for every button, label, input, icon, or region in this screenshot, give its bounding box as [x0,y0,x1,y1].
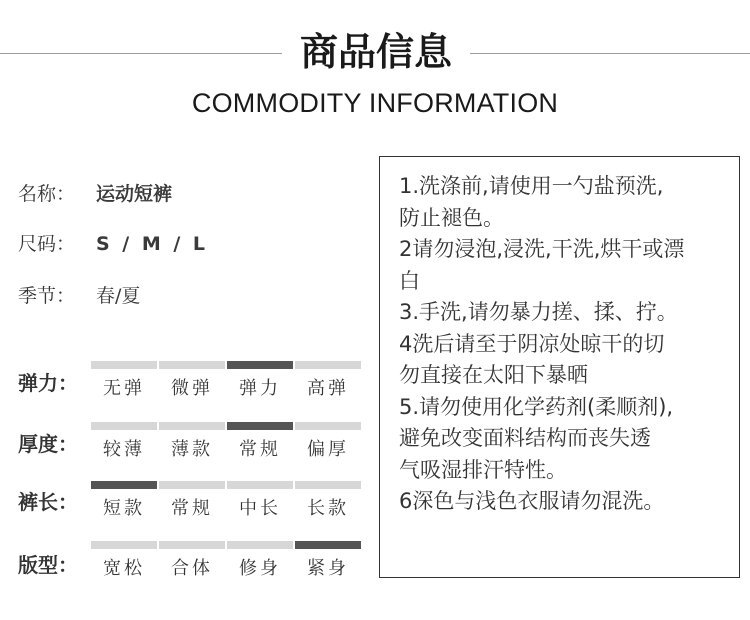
info-value: 春/夏 [96,285,141,307]
scale-bar [295,481,361,489]
page-title-en: COMMODITY INFORMATION [191,88,559,118]
info-value: 运动短裤 [96,183,173,205]
scale-option-label: 较薄 [103,439,145,460]
scale-option [295,422,361,462]
scale-bar [159,361,225,369]
scale-option-label: 高弹 [307,378,349,399]
care-line: 6深色与浅色衣服请勿混洗。 [399,489,665,513]
scale-bar [295,422,361,430]
scale-option-label: 弹力 [239,378,281,399]
scale-option-label: 紧身 [307,558,349,579]
care-line: 避免改变面料结构而丧失透 [399,426,651,450]
scale-option [227,541,293,581]
header-rule-left [0,53,282,54]
care-line: 3.手洗,请勿暴力搓、揉、拧。 [399,300,678,324]
scale-option [227,481,293,521]
scale-bar [91,422,157,430]
care-line: 1.洗涤前,请使用一勺盐预洗, [399,174,664,198]
scale-option [91,481,157,521]
scale-bar [227,361,293,369]
scale-option [91,422,157,462]
scale-length [91,481,361,541]
scale-option [227,422,293,462]
care-line: 勿直接在太阳下暴晒 [399,363,588,387]
scale-option [159,361,225,401]
scale-bar [227,422,293,430]
scale-option [227,361,293,401]
scale-thickness [91,422,361,482]
care-line: 气吸湿排汗特性。 [399,457,567,482]
scale-option [91,361,157,401]
scale-option [159,422,225,462]
info-label: 名称： [18,183,76,205]
scale-bar [295,361,361,369]
scale-option-label: 修身 [239,558,281,579]
scale-option-label: 合体 [171,558,213,579]
scale-option-label: 常规 [239,439,281,460]
scale-option [295,541,361,581]
info-value: S / M / L [96,233,209,255]
scale-option-label: 宽松 [103,558,145,579]
scale-label-thickness: 厚度： [18,432,78,456]
scale-option-label: 常规 [171,498,213,519]
care-line: 5.请勿使用化学药剂(柔顺剂), [399,394,674,419]
care-instructions-box [379,156,740,578]
info-label: 尺码： [18,233,76,255]
scale-option [91,541,157,581]
scale-label-length: 裤长： [18,490,78,514]
scale-fit [91,541,361,601]
scale-option-label: 短款 [103,498,145,519]
scale-bar [159,481,225,489]
info-label: 季节： [18,285,76,307]
info-row-size [18,231,208,257]
scale-bar [159,541,225,549]
care-line: 防止褪色。 [399,205,504,230]
scale-bar [91,481,157,489]
scale-bar [91,361,157,369]
scale-option [295,361,361,401]
scale-option [159,541,225,581]
scale-bar [159,422,225,430]
scale-bar [227,481,293,489]
care-line: 4洗后请至于阴凉处晾干的切 [399,331,665,356]
scale-elasticity [91,361,361,421]
scale-option-label: 微弹 [171,378,213,399]
scale-label-fit: 版型： [18,553,78,577]
scale-option-label: 无弹 [103,378,145,399]
scale-bar [295,541,361,549]
scale-option-label: 偏厚 [307,439,349,460]
scale-label-elasticity: 弹力： [18,371,78,395]
header-rule-right [470,53,750,54]
page-title-cn: 商品信息 [299,29,452,74]
scale-option [295,481,361,521]
info-row-name [18,181,172,207]
care-line: 白 [399,268,420,293]
scale-option-label: 长款 [307,498,349,519]
scale-option-label: 薄款 [171,439,213,460]
info-row-season [18,283,140,309]
scale-option-label: 中长 [239,498,281,519]
care-line: 2请勿浸泡,浸洗,干洗,烘干或漂 [399,237,685,261]
scale-option [159,481,225,521]
scale-bar [227,541,293,549]
scale-bar [91,541,157,549]
